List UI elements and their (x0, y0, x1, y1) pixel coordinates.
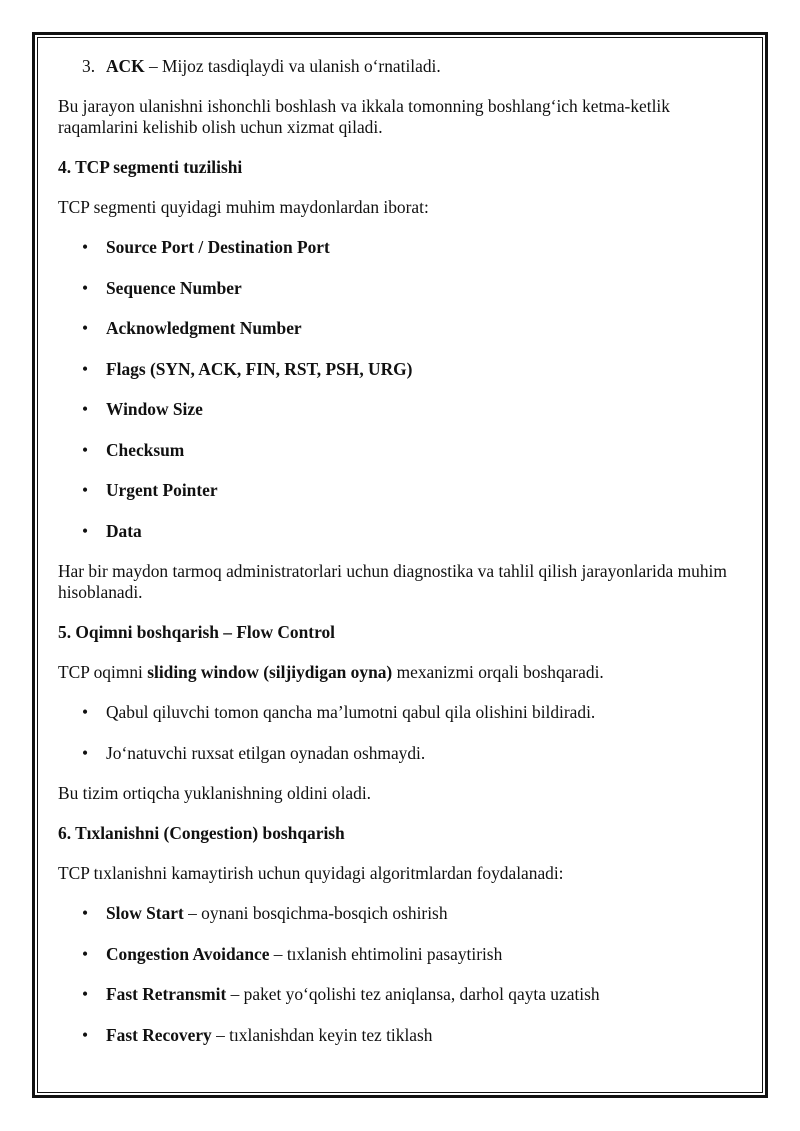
list-item: • Acknowledgment Number (82, 318, 302, 338)
bullet-icon: • (82, 399, 89, 419)
list-item: • Congestion Avoidance – tıxlanish ehtimolini pasaytirish (82, 943, 503, 964)
bullet-icon: • (82, 1024, 89, 1045)
bullet-icon: • (82, 318, 89, 338)
bullet-icon: • (82, 702, 89, 722)
bullet-icon: • (82, 277, 89, 298)
bullet-icon: • (82, 943, 89, 964)
list-item: • Fast Retransmit – paket yo‘qolishi tez aniqlansa, darhol qayta uzatish (82, 984, 600, 1004)
list-item: • Slow Start – oynani bosqichma-bosqich oshirish (82, 903, 448, 923)
bullet-icon: • (82, 480, 89, 500)
bullet-icon: • (82, 984, 89, 1004)
bullet-icon: • (82, 237, 89, 257)
list-item: • Qabul qiluvchi tomon qancha ma’lumotni qabul qila olishini bildiradi. (82, 702, 596, 722)
list-item: • Fast Recovery – tıxlanishdan keyin tez tiklash (82, 1024, 433, 1045)
section-5-intro: TCP oqimni sliding window (siljiydigan oyna) mexanizmi orqali boshqaradi. (58, 662, 604, 682)
list-item: • Window Size (82, 399, 203, 419)
section-heading-6: 6. Tıxlanishni (Congestion) boshqarish (58, 823, 345, 843)
section-4-intro: TCP segmenti quyidagi muhim maydonlardan iborat: (58, 197, 429, 217)
item-desc: – Mijoz tasdiqlaydi va ulanish o‘rnatiladi. (144, 56, 441, 76)
section-5-outro: Bu tizim ortiqcha yuklanishning oldini oladi. (58, 783, 371, 803)
segment-fields-list (58, 237, 730, 542)
list-item: • Urgent Pointer (82, 480, 218, 500)
bullet-icon: • (82, 439, 89, 460)
numbered-item-ack (58, 56, 730, 77)
congestion-algorithms-list (58, 903, 730, 1046)
section-heading-5: 5. Oqimni boshqarish – Flow Control (58, 622, 336, 642)
item-number: 3. (82, 56, 96, 76)
list-item: • Checksum (82, 439, 185, 460)
list-item: • Jo‘natuvchi ruxsat etilgan oynadan oshmaydi. (82, 742, 426, 763)
bullet-icon: • (82, 358, 89, 379)
flow-control-list (58, 702, 730, 764)
section-6-intro: TCP tıxlanishni kamaytirish uchun quyidagi algoritmlardan foydalanadi: (58, 863, 564, 883)
list-item: • Flags (SYN, ACK, FIN, RST, PSH, URG) (82, 358, 413, 379)
list-item: • Source Port / Destination Port (82, 237, 330, 257)
bullet-icon: • (82, 520, 89, 541)
section-4-outro: Har bir maydon tarmoq administratorlari uchun diagnostika va tahlil qilish jarayonlarida muhim hisoblanadi. (58, 561, 727, 602)
paragraph-handshake: Bu jarayon ulanishni ishonchli boshlash va ikkala tomonning boshlang‘ich ketma-ketlik raqamlarini kelishib olish uchun xizmat qiladi. (58, 96, 670, 137)
list-item: • Sequence Number (82, 277, 242, 298)
bullet-icon: • (82, 903, 89, 923)
bullet-icon: • (82, 742, 89, 763)
item-term: ACK (106, 56, 145, 76)
list-item: • Data (82, 520, 142, 541)
document-body (58, 56, 730, 1065)
section-heading-4: 4. TCP segmenti tuzilishi (58, 157, 243, 177)
